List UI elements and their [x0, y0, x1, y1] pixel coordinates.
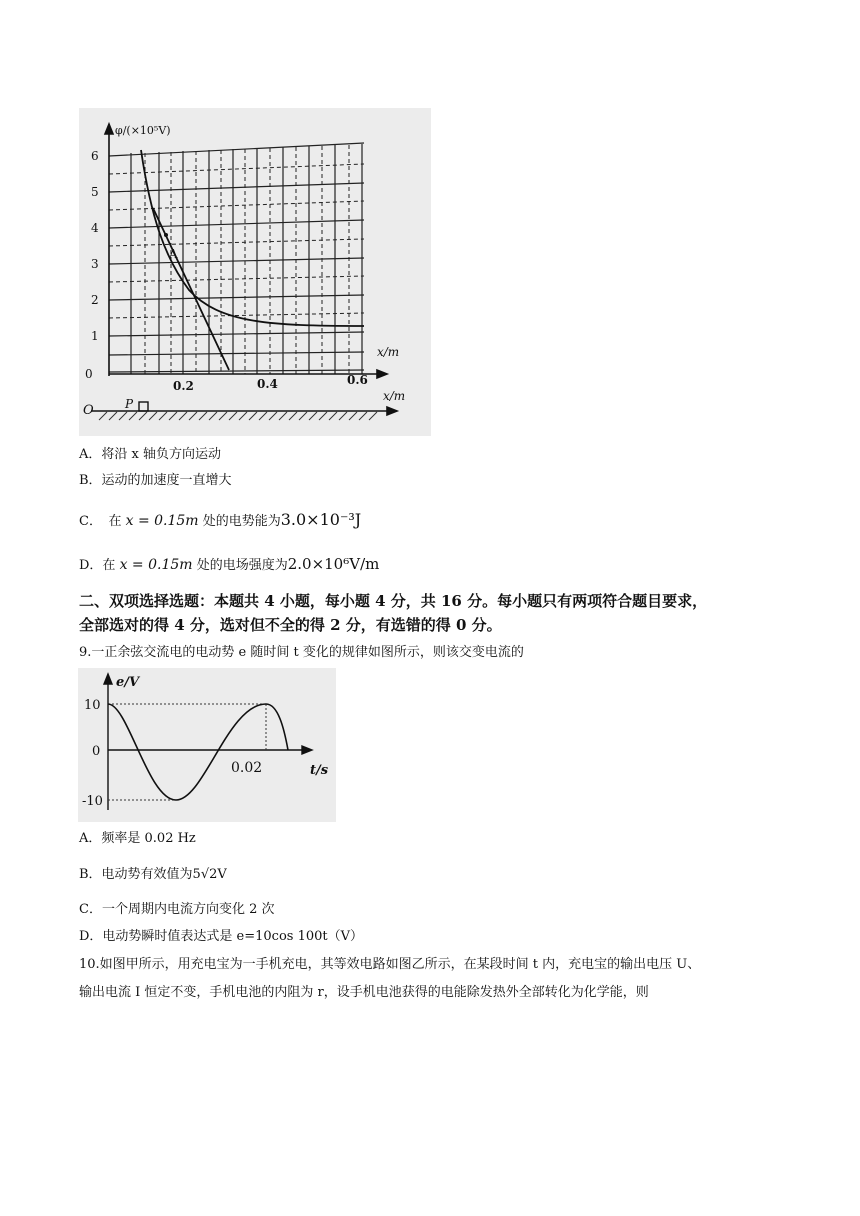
q8-option-c-prefix: C． 在 — [79, 514, 122, 529]
q8-option-d-value: 2.0×10⁶V/m — [287, 555, 380, 573]
q8-option-c-mid: 处的电势能为 — [202, 514, 281, 529]
y-tick-2: 2 — [91, 293, 99, 307]
y-tick-3: 3 — [91, 257, 99, 271]
q8-option-a: A．将沿 x 轴负方向运动 — [79, 447, 221, 462]
q10-line2: 输出电流 I 恒定不变，手机电池的内阻为 r，设手机电池获得的电能除发热外全部转化为化学能，则 — [79, 985, 649, 1000]
q8-option-d-expr: x = 0.15m — [119, 557, 193, 573]
y-tick-6: 6 — [91, 149, 99, 163]
emf-guide-lines — [108, 704, 266, 800]
section2-heading-line2: 全部选对的得 4 分，选对但不全的得 2 分，有选错的得 0 分。 — [79, 616, 502, 634]
emf-y-tick-minus-10: -10 — [82, 794, 103, 809]
potential-graph — [79, 108, 431, 436]
y-tick-1: 1 — [91, 329, 99, 343]
q10-line1: 10.如图甲所示，用充电宝为一手机充电，其等效电路如图乙所示，在某段时间 t 内，充电宝的输出电压 U、 — [79, 957, 701, 972]
potential-graph-figure — [79, 108, 431, 436]
q8-option-c-expr: x = 0.15m — [125, 513, 199, 529]
q9-option-b: B．电动势有效值为5√2V — [79, 867, 227, 882]
potential-curve — [141, 150, 364, 326]
q9-option-c: C．一个周期内电流方向变化 2 次 — [79, 902, 275, 917]
x-axis-label: x/m — [377, 345, 400, 359]
emf-y-tick-0: 0 — [92, 744, 101, 759]
q9-option-d: D．电动势瞬时值表达式是 e=10cos 100t（V） — [79, 929, 364, 944]
origin-label: O — [83, 403, 94, 418]
q8-option-c-value: 3.0×10⁻³J — [280, 510, 362, 529]
point-a-marker — [164, 233, 168, 237]
q8-option-d — [79, 555, 379, 575]
emf-cosine-curve — [108, 704, 288, 800]
y-tick-5: 5 — [91, 185, 99, 199]
emf-graph — [78, 668, 336, 822]
q8-option-c — [79, 511, 361, 531]
y-tick-4: 4 — [91, 221, 99, 235]
emf-x-label: t/s — [310, 763, 329, 778]
q9-option-a: A．频率是 0.02 Hz — [79, 831, 196, 846]
emf-y-label: e/V — [116, 675, 140, 690]
q8-option-b: B．运动的加速度一直增大 — [79, 473, 232, 488]
section2-heading-line1: 二、双项选择选题：本题共 4 小题，每小题 4 分，共 16 分。每小题只有两项符合题目要求， — [79, 592, 708, 610]
q8-option-d-mid: 处的电场强度为 — [196, 558, 288, 573]
object-p-label: P — [125, 397, 134, 411]
object-p-box — [139, 402, 148, 411]
ground-hatching — [99, 412, 377, 420]
graph-grid — [109, 143, 364, 372]
y-tick-0: 0 — [85, 367, 93, 381]
q8-option-d-prefix: D．在 — [79, 558, 116, 573]
x-tick-0-6: 0.6 — [347, 373, 368, 387]
q9-stem: 9.一正余弦交流电的电动势 e 随时间 t 变化的规律如图所示，则该交变电流的 — [79, 645, 524, 660]
tangent-line — [153, 208, 229, 370]
x-tick-0-4: 0.4 — [257, 377, 278, 391]
lower-x-axis-label: x/m — [383, 389, 406, 403]
point-a-label: A — [169, 247, 178, 261]
emf-graph-figure — [78, 668, 336, 822]
emf-x-tick-0-02: 0.02 — [231, 760, 263, 776]
x-tick-0-2: 0.2 — [173, 379, 194, 393]
emf-y-tick-10: 10 — [84, 698, 101, 713]
y-axis-label: φ/(×10⁵V) — [115, 124, 171, 137]
